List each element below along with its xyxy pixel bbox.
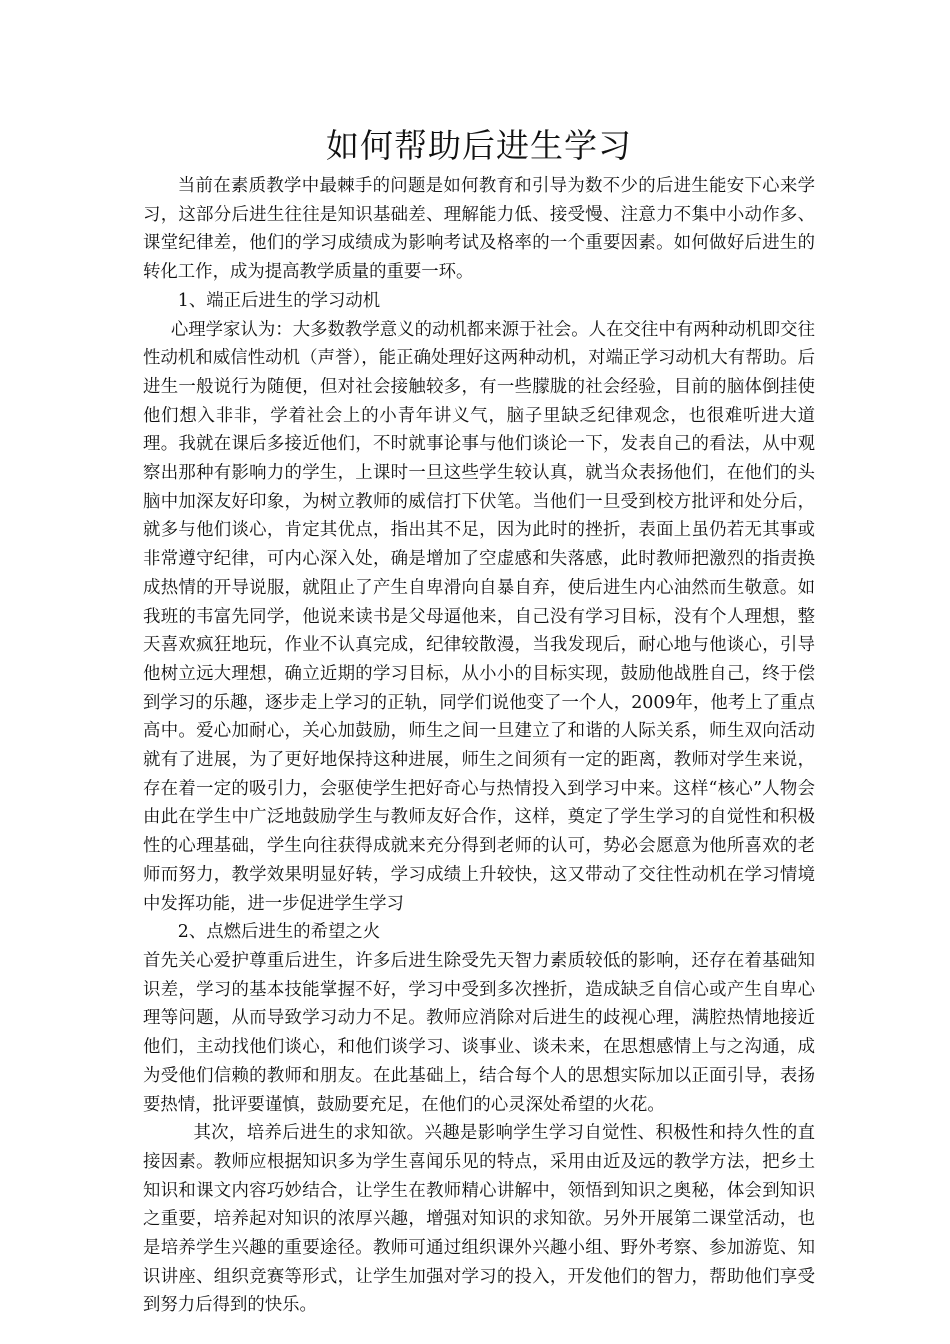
section-2-body-continued: 其次，培养后进生的求知欲。兴趣是影响学生学习自觉性、积极性和持久性的直接因素。教师应根据知识多为学生喜闻乐见的特点，采用由近及远的教学方法，把乡土知识和课文内容巧妙结合，让学生在教师精心讲解中，领悟到知识之奥秘，体会到知识之重要，培养起对知识的浓厚兴趣，增强对知识的求知欲。另外开展第二课堂活动，也是培养学生兴趣的重要途径。教师可通过组织课外兴趣小组、野外考察、参加游览、知识讲座、组织竞赛等形式，让学生加强对学习的投入，开发他们的智力，帮助他们享受到努力后得到的快乐。 bbox=[143, 1123, 815, 1316]
section-1-heading: 1、端正后进生的学习动机 bbox=[177, 290, 381, 311]
intro-paragraph: 当前在素质教学中最棘手的问题是如何教育和引导为数不少的后进生能安下心来学习，这部分后进生往往是知识基础差、理解能力低、接受慢、注意力不集中小动作多、课堂纪律差，他们的学习成绩成为影响考试及格率的一个重要因素。如何做好后进生的转化工作，成为提高教学质量的重要一环。 bbox=[143, 176, 815, 283]
section-2-body: 首先关心爱护尊重后进生，许多后进生除受先天智力素质较低的影响，还存在着基础知识差，学习的基本技能掌握不好，学习中受到多次挫折，造成缺乏自信心或产生自卑心理等问题，从而导致学习动力不足。教师应消除对后进生的歧视心理，满腔热情地接近他们，主动找他们谈心，和他们谈学习、谈事业、谈未来，在思想感情上与之沟通，成为受他们信赖的教师和朋友。在此基础上，结合每个人的思想实际加以正面引导，表扬要热情，批评要谨慎，鼓励要充足，在他们的心灵深处希望的火花。 bbox=[143, 950, 815, 1115]
section-1-body: 心理学家认为：大多数教学意义的动机都来源于社会。人在交往中有两种动机即交往性动机和威信性动机（声誉），能正确处理好这两种动机，对端正学习动机大有帮助。后进生一般说行为随便，但对社会接触较多，有一些朦胧的社会经验，目前的脑体倒挂使他们想入非非，学着社会上的小青年讲义气，脑子里缺乏纪律观念，也很难听进大道理。我就在课后多接近他们，不时就事论事与他们谈论一下，发表自己的看法，从中观察出那种有影响力的学生，上课时一旦这些学生较认真，就当众表扬他们，在他们的头脑中加深友好印象，为树立教师的威信打下伏笔。当他们一旦受到校方批评和处分后，就多与他们谈心，肯定其优点，指出其不足，因为此时的挫折，表面上虽仍若无其事或非常遵守纪律，可内心深入处，确是增加了空虚感和失落感，此时教师把激烈的指责换成热情的开导说服，就阻止了产生自卑滑向自暴自弃，使后进生内心油然而生敬意。如我班的韦富先同学，他说来读书是父母逼他来，自己没有学习目标，没有个人理想，整天喜欢疯狂地玩，作业不认真完成，纪律较散漫，当我发现后，耐心地与他谈心，引导他树立远大理想，确立近期的学习目标，从小小的目标实现，鼓励他战胜自己，终于偿到学习的乐趣，逐步走上学习的正轨，同学们说他变了一个人，2009年，他考上了重点高中。爱心加耐心，关心加鼓励，师生之间一旦建立了和谐的人际关系，师生双向活动就有了进展，为了更好地保持这种进展，师生之间须有一定的距离，教师对学生来说，存在着一定的吸引力，会驱使学生把好奇心与热情投入到学习中来。这样“核心”人物会由此在学生中广泛地鼓励学生与教师友好合作，这样，奠定了学生学习的自觉性和积极性的心理基础，学生向往获得成就来充分得到老师的认可，势必会愿意为他所喜欢的老师而努力，教学效果明显好转，学习成绩上升较快，这又带动了交往性动机在学习情境中发挥功能，进一步促进学生学习 bbox=[143, 319, 815, 914]
document-title: 如何帮助后进生学习 bbox=[326, 126, 632, 165]
document-page bbox=[143, 122, 815, 1320]
section-2-heading: 2、点燃后进生的希望之火 bbox=[177, 922, 381, 943]
